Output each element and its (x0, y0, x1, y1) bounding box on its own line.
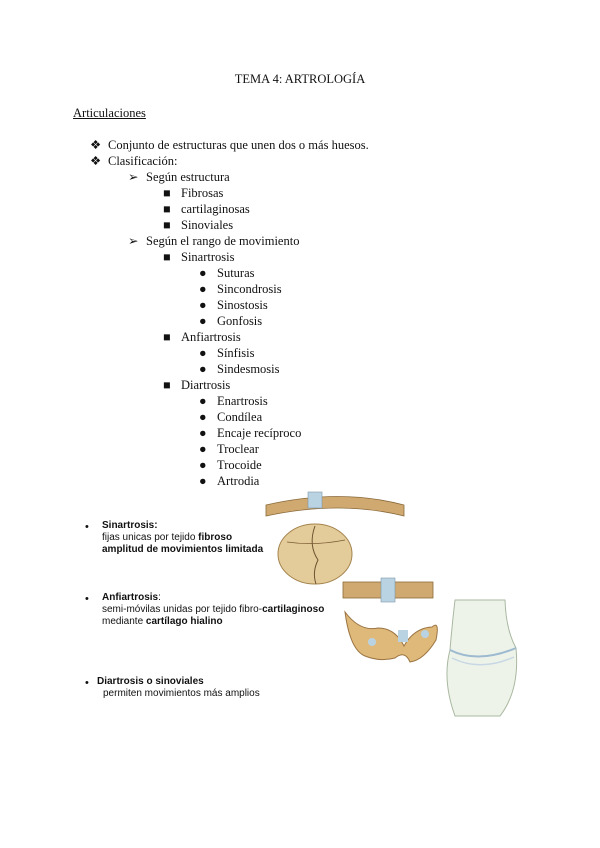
sinartrosis-line: fijas unicas por tejido fibroso (102, 532, 233, 543)
item-text: Sindesmosis (217, 362, 280, 376)
arrow-bullet-icon: ➢ (128, 234, 139, 248)
circle-bullet-icon: ● (199, 298, 207, 312)
diartrosis-block (97, 676, 260, 700)
diartrosis-title: Diartrosis o sinoviales (97, 676, 204, 687)
anfiartrosis-line: semi-móvilas unidas por tejido fibro-cartilaginoso (102, 604, 325, 615)
circle-bullet-icon: ● (199, 346, 207, 360)
item-text: Anfiartrosis (181, 330, 241, 344)
square-bullet-icon: ■ (163, 250, 171, 264)
square-bullet-icon: ■ (163, 378, 171, 392)
suture-strip-illustration (266, 492, 404, 516)
skull-illustration (278, 524, 352, 584)
item-text: Clasificación: (108, 154, 178, 168)
section-heading: Articulaciones (73, 106, 146, 120)
square-bullet-icon: ■ (163, 330, 171, 344)
symphysis-strip-illustration (343, 578, 433, 602)
item-text: Gonfosis (217, 314, 263, 328)
item-text: Sincondrosis (217, 282, 282, 296)
square-bullet-icon: ■ (163, 218, 171, 232)
item-text: Artrodia (217, 474, 260, 488)
sinartrosis-title: Sinartrosis: (102, 520, 158, 531)
anfiartrosis-block (102, 592, 324, 628)
circle-bullet-icon: ● (199, 410, 207, 424)
square-bullet-icon: ■ (163, 202, 171, 216)
circle-bullet-icon: ● (199, 394, 207, 408)
item-text: Según estructura (146, 170, 230, 184)
item-text: Trocoide (217, 458, 262, 472)
knee-joint-illustration (447, 600, 517, 716)
item-text: Troclear (217, 442, 259, 456)
sinartrosis-block (102, 520, 263, 556)
item-text: Encaje recíproco (217, 426, 302, 440)
circle-bullet-icon: ● (199, 426, 207, 440)
circle-bullet-icon: ● (199, 362, 207, 376)
sinartrosis-line: amplitud de movimientos limitada (102, 544, 264, 555)
item-text: Condílea (217, 410, 263, 424)
diamond-bullet-icon: ❖ (90, 138, 102, 152)
circle-bullet-icon: ● (199, 474, 207, 488)
square-bullet-icon: ■ (163, 186, 171, 200)
diamond-bullet-icon: ❖ (90, 154, 102, 168)
item-text: Sínfisis (217, 346, 255, 360)
item-text: Fibrosas (181, 186, 224, 200)
circle-bullet-icon: ● (199, 458, 207, 472)
circle-bullet-icon: ● (199, 442, 207, 456)
item-text: Sinoviales (181, 218, 234, 232)
figure-bullet-icon: • (85, 677, 89, 689)
diartrosis-line: permiten movimientos más amplios (103, 688, 260, 699)
item-text: Sinartrosis (181, 250, 235, 264)
item-text: cartilaginosas (181, 202, 250, 216)
anfiartrosis-line: mediante cartílago hialino (102, 616, 223, 627)
item-text: Según el rango de movimiento (146, 234, 300, 248)
item-text: Diartrosis (181, 378, 231, 392)
page-title: TEMA 4: ARTROLOGÍA (234, 72, 366, 86)
item-text: Enartrosis (217, 394, 268, 408)
circle-bullet-icon: ● (199, 266, 207, 280)
circle-bullet-icon: ● (199, 314, 207, 328)
item-text: Sinostosis (217, 298, 268, 312)
arrow-bullet-icon: ➢ (128, 170, 139, 184)
figure-bullet-icon: • (85, 593, 89, 605)
figure-bullet-icon: • (85, 521, 89, 533)
item-text: Conjunto de estructuras que unen dos o más huesos. (108, 138, 369, 152)
anfiartrosis-title: Anfiartrosis: (102, 592, 161, 603)
pelvis-illustration (345, 612, 437, 662)
circle-bullet-icon: ● (199, 282, 207, 296)
item-text: Suturas (217, 266, 255, 280)
